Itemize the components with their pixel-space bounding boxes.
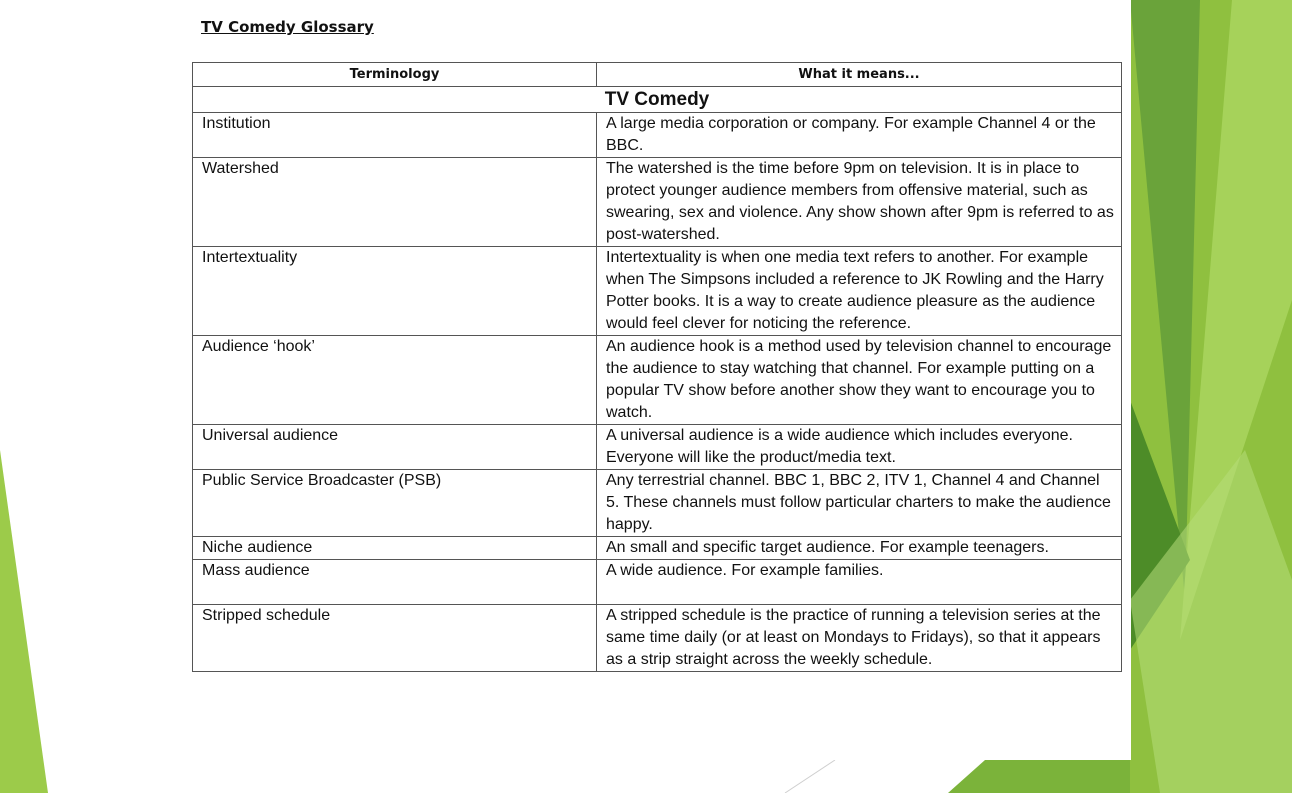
term-cell: Watershed bbox=[193, 158, 597, 247]
section-title: TV Comedy bbox=[193, 87, 1122, 113]
definition-cell: A stripped schedule is the practice of running a television series at the same time daily (or at least on Mondays to Fridays), so that it appears as a strip straight across the weekly schedule. bbox=[597, 605, 1122, 672]
definition-cell: A large media corporation or company. For example Channel 4 or the BBC. bbox=[597, 113, 1122, 158]
table-row bbox=[193, 158, 1122, 247]
table-row bbox=[193, 537, 1122, 560]
definition-cell: A universal audience is a wide audience which includes everyone. Everyone will like the product/media text. bbox=[597, 425, 1122, 470]
definition-cell: Any terrestrial channel. BBC 1, BBC 2, ITV 1, Channel 4 and Channel 5. These channels must follow particular charters to make the audience happy. bbox=[597, 470, 1122, 537]
term-cell: Public Service Broadcaster (PSB) bbox=[193, 470, 597, 537]
bottom-faint-line bbox=[785, 760, 835, 793]
definition-cell: An audience hook is a method used by television channel to encourage the audience to stay watching that channel. For example putting on a popular TV show before another show they want to encourage you to watch. bbox=[597, 336, 1122, 425]
table-row bbox=[193, 560, 1122, 605]
term-cell: Intertextuality bbox=[193, 247, 597, 336]
table-row bbox=[193, 425, 1122, 470]
left-green-shape bbox=[0, 450, 48, 793]
term-cell: Niche audience bbox=[193, 537, 597, 560]
term-cell: Stripped schedule bbox=[193, 605, 597, 672]
definition-cell: A wide audience. For example families. bbox=[597, 560, 1122, 605]
term-cell: Universal audience bbox=[193, 425, 597, 470]
definition-cell: The watershed is the time before 9pm on television. It is in place to protect younger audience members from offensive material, such as swearing, sex and violence. Any show shown after 9pm is referred to as post-watershed. bbox=[597, 158, 1122, 247]
page-title: TV Comedy Glossary bbox=[201, 18, 374, 36]
table-row bbox=[193, 336, 1122, 425]
term-cell: Audience ‘hook’ bbox=[193, 336, 597, 425]
section-row bbox=[193, 87, 1122, 113]
table-row bbox=[193, 247, 1122, 336]
definition-cell: Intertextuality is when one media text refers to another. For example when The Simpsons included a reference to JK Rowling and the Harry Potter books. It is a way to create audience pleasure as the audience would feel clever for noticing the reference. bbox=[597, 247, 1122, 336]
glossary-table bbox=[192, 62, 1122, 672]
header-what-it-means: What it means... bbox=[597, 63, 1122, 87]
header-terminology: Terminology bbox=[193, 63, 597, 87]
table-row bbox=[193, 113, 1122, 158]
table-row bbox=[193, 470, 1122, 537]
table-row bbox=[193, 605, 1122, 672]
term-cell: Institution bbox=[193, 113, 597, 158]
term-cell: Mass audience bbox=[193, 560, 597, 605]
table-header-row bbox=[193, 63, 1122, 87]
bottom-green-shape bbox=[948, 760, 1130, 793]
definition-cell: An small and specific target audience. For example teenagers. bbox=[597, 537, 1122, 560]
glossary-document bbox=[170, 0, 1131, 760]
